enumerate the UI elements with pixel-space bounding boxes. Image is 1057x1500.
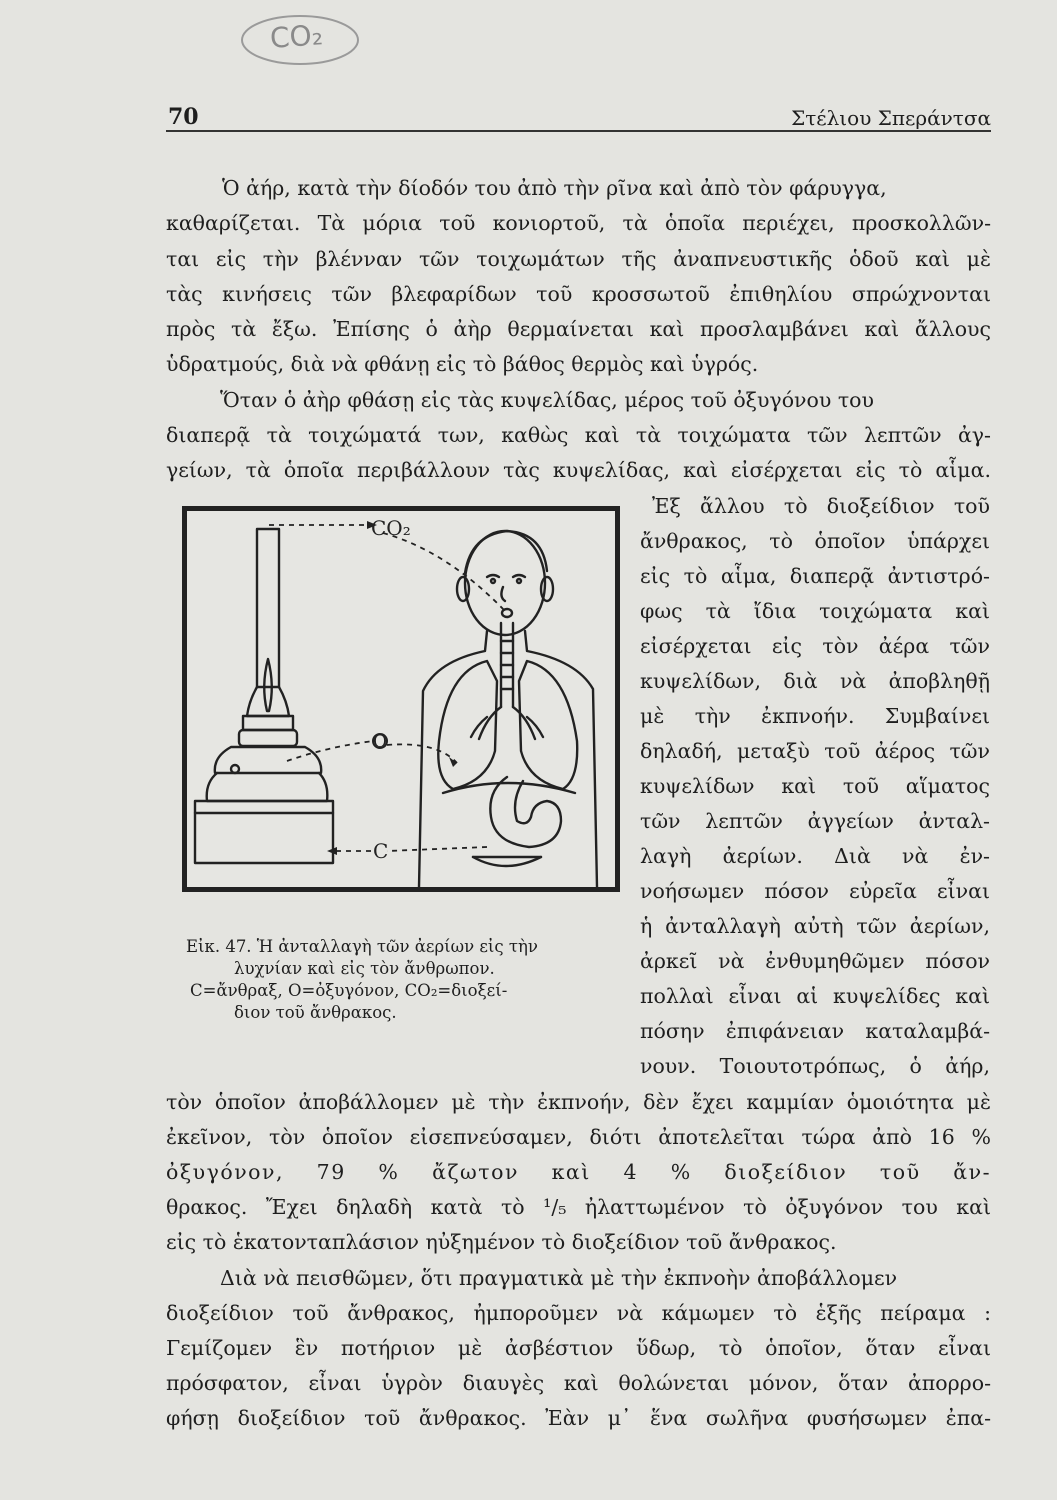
- text-line: Γεμίζομεν ἓν ποτήριον μὲ ἀσβέστιον ὕδωρ, τὸ ὁποῖον, ὅταν εἶναι: [166, 1336, 991, 1360]
- text-line: ὑδρατμούς, διὰ νὰ φθάνῃ εἰς τὸ βάθος θερμὸς καὶ ὑγρός.: [166, 352, 759, 376]
- lamp-and-human-illustration: [187, 511, 615, 887]
- text-line: δηλαδή, μεταξὺ τοῦ ἀέρος τῶν: [640, 739, 990, 763]
- text-line: πολλαὶ εἶναι αἱ κυψελίδες καὶ: [640, 984, 990, 1008]
- text-line: Ἐξ ἄλλου τὸ διοξείδιον τοῦ: [652, 494, 990, 518]
- header-rule: [166, 130, 991, 132]
- text-line: ὀξυγόνον, 79 % ἄζωτον καὶ 4 % διοξείδιον τοῦ ἄν-: [166, 1160, 991, 1184]
- text-line: φήσῃ διοξείδιον τοῦ ἄνθρακος. Ἐὰν μ᾽ ἕνα σωλῆνα φυσήσωμεν ἐπα-: [166, 1406, 991, 1430]
- text-line: ἐκεῖνον, τὸν ὁποῖον εἰσεπνεύσαμεν, διότι ἀποτελεῖται τώρα ἀπὸ 16 %: [166, 1125, 991, 1149]
- text-line: καθαρίζεται. Τὰ μόρια τοῦ κονιορτοῦ, τὰ ὁποῖα περιέχει, προσκολλῶν-: [166, 211, 991, 235]
- handwritten-annotation: [232, 8, 362, 70]
- annotation-text: CO₂: [268, 18, 324, 55]
- text-line: πόσην ἐπιφάνειαν καταλαμβά-: [640, 1019, 990, 1043]
- co2-label: CO₂: [371, 516, 411, 540]
- text-line: νουν. Τοιουτοτρόπως, ὁ ἀήρ,: [640, 1054, 990, 1078]
- text-line: διαπερᾷ τὰ τοιχώματά των, καθὼς καὶ τὰ τοιχώματα τῶν λεπτῶν ἀγ-: [166, 423, 991, 447]
- text-line: εἰσέρχεται εἰς τὸν ἀέρα τῶν: [640, 634, 990, 658]
- text-line: πρόσφατον, εἶναι ὑγρὸν διαυγὲς καὶ θολώνεται μόνον, ὅταν ἀπορρο-: [166, 1371, 991, 1395]
- text-line: ἡ ἀνταλλαγὴ αὐτὴ τῶν ἀερίων,: [640, 914, 990, 938]
- text-line: κυψελίδων καὶ τοῦ αἵματος: [640, 774, 990, 798]
- text-line: Ὅταν ὁ ἀὴρ φθάσῃ εἰς τὰς κυψελίδας, μέρος τοῦ ὀξυγόνου του: [220, 388, 874, 412]
- running-header-author: Στέλιου Σπεράντσα: [791, 106, 991, 130]
- text-line: μὲ τὴν ἐκπνοήν. Συμβαίνει: [640, 704, 990, 728]
- oxygen-label: O: [373, 732, 387, 752]
- text-line: εἰς τὸ ἑκατονταπλάσιον ηὐξημένον τὸ διοξείδιον τοῦ ἄνθρακος.: [166, 1230, 837, 1254]
- figure-47-gas-exchange: [182, 506, 620, 892]
- text-line: τὰς κινήσεις τῶν βλεφαρίδων τοῦ κροσσωτοῦ ἐπιθηλίου σπρώχνονται: [166, 282, 991, 306]
- text-line: Ὁ ἀήρ, κατὰ τὴν δίοδόν του ἀπὸ τὴν ρῖνα καὶ ἀπὸ τὸν φάρυγγα,: [222, 176, 887, 200]
- text-line: νοήσωμεν πόσον εὐρεῖα εἶναι: [640, 879, 990, 903]
- caption-line: C=ἄνθραξ, O=ὀξυγόνον, CO₂=διοξεί-: [190, 981, 508, 1000]
- text-line: κυψελίδων, διὰ νὰ ἀποβληθῇ: [640, 669, 990, 693]
- text-line: πρὸς τὰ ἔξω. Ἐπίσης ὁ ἀὴρ θερμαίνεται καὶ προσλαμβάνει καὶ ἄλλους: [166, 317, 991, 341]
- text-line: φως τὰ ἴδια τοιχώματα καὶ: [640, 599, 990, 623]
- figure-caption: [186, 936, 616, 1024]
- text-line: γείων, τὰ ὁποῖα περιβάλλουν τὰς κυψελίδας, καὶ εἰσέρχεται εἰς τὸ αἷμα.: [166, 458, 991, 482]
- caption-line: διον τοῦ ἄνθρακος.: [234, 1003, 397, 1022]
- page-number: 70: [168, 104, 199, 130]
- text-line: εἰς τὸ αἷμα, διαπερᾷ ἀντιστρό-: [640, 564, 990, 588]
- text-line: θρακος. Ἔχει δηλαδὴ κατὰ τὸ ¹/₅ ἠλαττωμένον τὸ ὀξυγόνον του καὶ: [166, 1195, 991, 1219]
- text-line: ται εἰς τὴν βλένναν τῶν τοιχωμάτων τῆς ἀναπνευστικῆς ὁδοῦ καὶ μὲ: [166, 247, 991, 271]
- text-line: Διὰ νὰ πεισθῶμεν, ὅτι πραγματικὰ μὲ τὴν ἐκπνοὴν ἀποβάλλομεν: [220, 1266, 898, 1290]
- text-line: λαγὴ ἀερίων. Διὰ νὰ ἐν-: [640, 844, 990, 868]
- text-line: ἀρκεῖ νὰ ἐνθυμηθῶμεν πόσον: [640, 949, 990, 973]
- carbon-label: C: [373, 839, 389, 863]
- text-line: τῶν λεπτῶν ἀγγείων ἀνταλ-: [640, 809, 990, 833]
- text-line: τὸν ὁποῖον ἀποβάλλομεν μὲ τὴν ἐκπνοήν, δὲν ἔχει καμμίαν ὁμοιότητα μὲ: [166, 1090, 991, 1114]
- text-line: ἄνθρακος, τὸ ὁποῖον ὑπάρχει: [640, 529, 990, 553]
- text-line: διοξείδιον τοῦ ἄνθρακος, ἠμποροῦμεν νὰ κάμωμεν τὸ ἑξῆς πείραμα :: [166, 1301, 991, 1325]
- caption-line: Εἰκ. 47. Ἡ ἀνταλλαγὴ τῶν ἀερίων εἰς τὴν: [186, 937, 538, 956]
- caption-line: λυχνίαν καὶ εἰς τὸν ἄνθρωπον.: [234, 959, 495, 978]
